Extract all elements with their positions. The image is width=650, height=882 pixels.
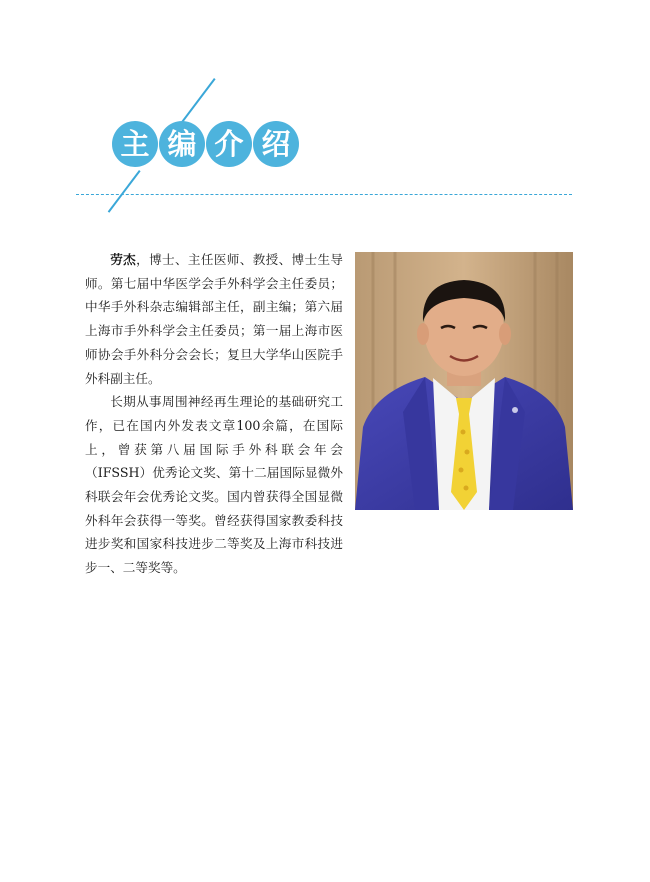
- page-title-char: 介: [206, 121, 252, 167]
- bio-paragraph-intro: [85, 248, 343, 390]
- bio-paragraph-research: 长期从事周围神经再生理论的基础研究工作，已在国内外发表文章100余篇，在国际上，曾获第八届国际手外科联会年会（IFSSH）优秀论文奖、第十二届国际显微外科联会年会优秀论文奖。国内曾获得全国显微外科年会获得一等奖。曾经获得国家教委科技进步奖和国家科技进步二等奖及上海市科技进步一、二等奖等。: [85, 394, 343, 576]
- page-title-char: 编: [159, 121, 205, 167]
- editor-portrait-photo: [355, 252, 573, 510]
- decorative-diagonal-line-bottom: [108, 170, 140, 212]
- page-title-char: 绍: [253, 121, 299, 167]
- page-title-char: 主: [112, 121, 158, 167]
- biography-text: [85, 248, 343, 580]
- editor-name: 劳杰: [110, 252, 137, 267]
- page-title: [112, 121, 299, 167]
- section-divider: [76, 194, 572, 195]
- bio-intro-text: ，博士、主任医师、教授、博士生导师。第七届中华医学会手外科学会主任委员；中华手外科杂志编辑部主任，副主编；第六届上海市手外科学会主任委员；第一届上海市医师协会手外科分会会长；复旦大学华山医院手外科副主任。: [85, 252, 344, 386]
